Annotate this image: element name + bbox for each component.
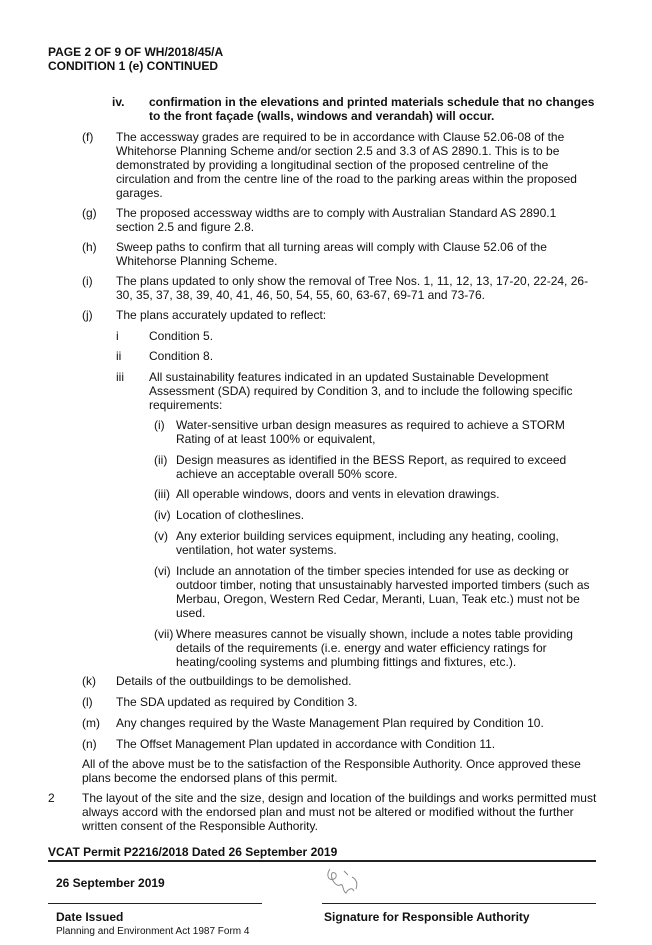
sub-ii-text: Condition 8. [149,349,214,363]
act-reference: Planning and Environment Act 1987 Form 4 [56,926,250,937]
item-i-line: 30, 35, 37, 38, 39, 40, 41, 46, 50, 54, 55, 60, 63-67, 69-71 and 73-76. [116,288,485,302]
item-i-line: The plans updated to only show the removal of Tree Nos. 1, 11, 12, 13, 17-20, 22-24, 26- [116,274,589,288]
item-l-text: The SDA updated as required by Condition 3. [116,695,358,709]
item-iv-line2: to the front façade (walls, windows and verandah) will occur. [149,109,495,123]
date-line [48,903,262,904]
issue-date: 26 September 2019 [56,876,165,890]
signature-mark [322,865,366,899]
sub-i-text: Condition 5. [149,329,214,343]
item-g-label: (g) [82,206,97,220]
item-f-label: (f) [82,130,94,144]
date-issued-label: Date Issued [56,910,124,924]
req-2-line: Design measures as identified in the BESS Report, as required to exceed [176,453,567,467]
item-iv-line1: confirmation in the elevations and printed materials schedule that no changes [149,95,595,109]
item-n-label: (n) [82,737,97,751]
req-1-label: (i) [154,418,165,432]
sub-i-label: i [116,329,119,343]
signature-line [322,903,596,904]
condition-2-line: The layout of the site and the size, design and location of the buildings and works permitted must [82,791,597,805]
vcat-permit: VCAT Permit P2216/2018 Dated 26 September 2019 [48,845,338,859]
req-4-text: Location of clotheslines. [176,508,305,522]
sub-iii-line: All sustainability features indicated in an updated Sustainable Development [149,370,549,384]
req-6-line: Merbau, Oregon, Western Red Cedar, Meranti, Luan, Teak etc.) must not be [176,592,580,606]
req-3-text: All operable windows, doors and vents in elevation drawings. [176,487,500,501]
condition-2-line: always accord with the endorsed plan and must not be altered or modified without the further [82,805,574,819]
req-7-line: details of the requirements (i.e. energy and water efficiency ratings for [176,641,547,655]
footer-rule [48,860,596,862]
item-h-label: (h) [82,240,97,254]
req-4-label: (iv) [154,508,171,522]
item-g-line: The proposed accessway widths are to comply with Australian Standard AS 2890.1 [116,206,557,220]
item-l-label: (l) [82,695,93,709]
sub-ii-label: ii [116,349,122,363]
req-7-line: Where measures cannot be visually shown, include a notes table providing [176,627,573,641]
req-5-line: ventilation, hot water systems. [176,543,337,557]
item-m-text: Any changes required by the Waste Management Plan required by Condition 10. [116,716,544,730]
req-6-line: outdoor timber, noting that unsustainably harvested imported timbers (such as [176,578,590,592]
item-f-line: Whitehorse Planning Scheme and/or section 2.5 and 3.3 of AS 2890.1. This is to be [116,144,560,158]
sub-iii-label: iii [116,370,124,384]
req-6-line: Include an annotation of the timber species intended for use as decking or [176,564,569,578]
req-1-line: Rating of at least 100% or equivalent, [176,432,376,446]
req-7-label: (vii) [154,627,174,641]
item-n-text: The Offset Management Plan updated in accordance with Condition 11. [116,737,496,751]
req-1-line: Water-sensitive urban design measures as required to achieve a STORM [176,418,565,432]
item-k-label: (k) [82,674,96,688]
item-k-text: Details of the outbuildings to be demolished. [116,674,352,688]
req-5-line: Any exterior building services equipment, including any heating, cooling, [176,529,559,543]
summary-line: All of the above must be to the satisfaction of the Responsible Authority. Once approved these [82,757,581,771]
req-7-line: heating/cooling systems and plumbing fittings and fixtures, etc.). [176,655,517,669]
item-i-label: (i) [82,274,93,288]
item-f-line: The accessway grades are required to be in accordance with Clause 52.06-08 of the [116,130,565,144]
item-iv-label: iv. [112,95,125,109]
item-m-label: (m) [82,716,100,730]
summary-line: plans become the endorsed plans of this permit. [82,771,338,785]
item-f-line: demonstrated by providing a longitudinal section of the proposed centreline of the [116,158,549,172]
sub-iii-line: requirements: [149,398,223,412]
item-g-line: section 2.5 and figure 2.8. [116,220,255,234]
item-h-line: Sweep paths to confirm that all turning areas will comply with Clause 52.06 of the [116,240,547,254]
req-2-label: (ii) [154,453,168,467]
req-3-label: (iii) [154,487,170,501]
page-header-line1: PAGE 2 OF 9 OF WH/2018/45/A [48,45,224,59]
req-2-line: achieve an acceptable overall 50% score. [176,467,398,481]
item-j-text: The plans accurately updated to reflect: [116,308,327,322]
item-f-line: garages. [116,186,163,200]
signature-label: Signature for Responsible Authority [324,910,530,924]
page-header-line2: CONDITION 1 (e) CONTINUED [48,59,219,73]
condition-2-line: written consent of the Responsible Authority. [82,819,318,833]
req-6-line: used. [176,606,206,620]
req-5-label: (v) [154,529,168,543]
sub-iii-line: Assessment (SDA) required by Condition 3, and to include the following specific [149,384,573,398]
item-j-label: (j) [82,308,93,322]
item-h-line: Whitehorse Planning Scheme. [116,254,278,268]
req-6-label: (vi) [154,564,171,578]
item-f-line: circulation and from the centre line of the road to the parking areas within the proposed [116,172,577,186]
condition-2-label: 2 [48,791,55,805]
